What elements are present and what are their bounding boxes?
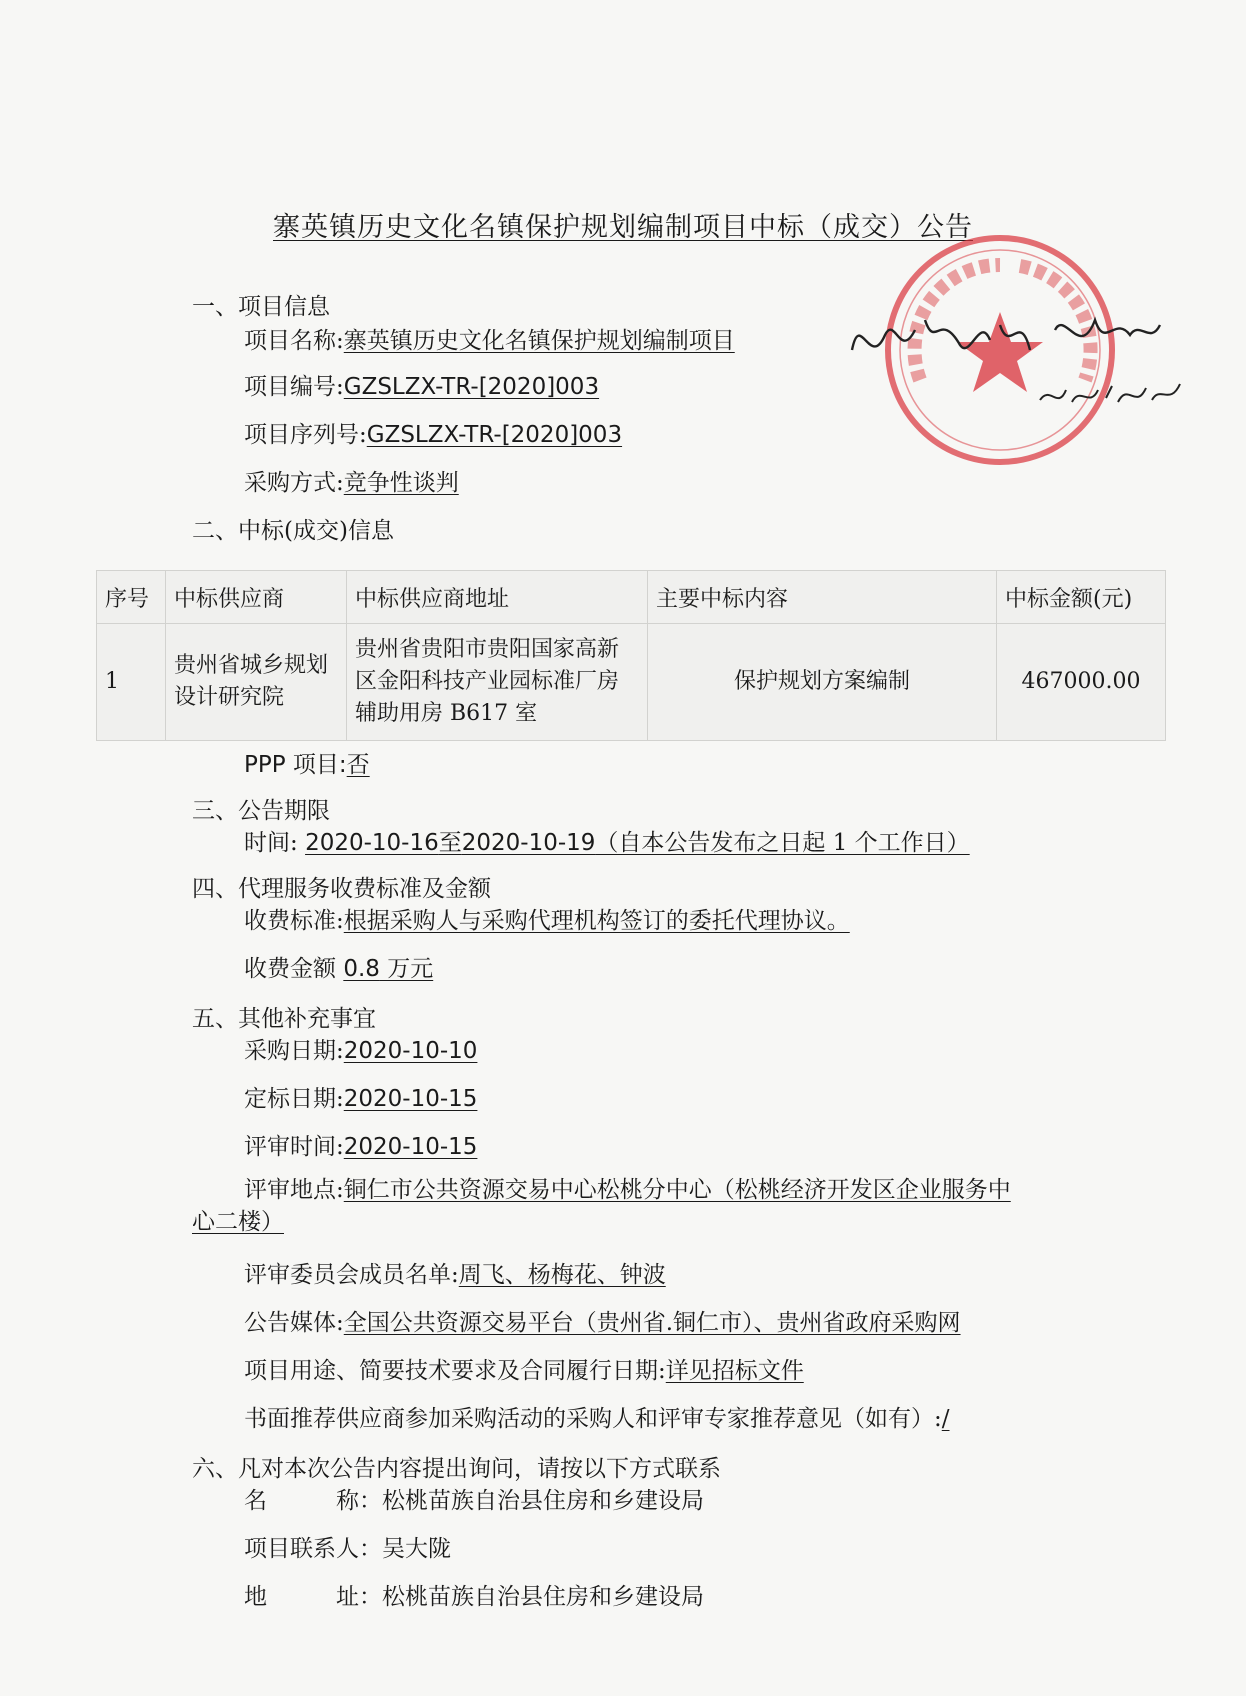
- table-row: [97, 624, 1166, 741]
- project-serial-label: 项目序列号:: [244, 422, 367, 448]
- award-date-line: [244, 1080, 477, 1113]
- contact-address-line: [244, 1578, 704, 1611]
- fee-amount-value: [343, 956, 433, 982]
- notice-period-value: [305, 830, 970, 856]
- ppp-line: [244, 746, 370, 779]
- procurement-method-label: 采购方式:: [244, 470, 344, 496]
- contact-name-value: 松桃苗族自治县住房和乡建设局: [382, 1488, 704, 1514]
- award-date-value: 2020-10-15: [343, 1086, 478, 1112]
- project-serial-value: GZSLZX-TR-[2020]003: [366, 422, 623, 448]
- fee-amount-unit: 万元: [379, 956, 434, 982]
- review-time-line: [244, 1128, 477, 1161]
- recommendation-line: [244, 1400, 950, 1433]
- time-label: 时间:: [244, 830, 306, 856]
- header-main-content: 主要中标内容: [648, 571, 997, 624]
- review-place-label: 评审地点:: [244, 1177, 344, 1203]
- award-table: [96, 570, 1166, 741]
- cell-amount: 467000.00: [997, 624, 1166, 741]
- header-seq: 序号: [97, 571, 166, 624]
- fee-standard-label: 收费标准:: [244, 908, 344, 934]
- project-usage-line: [244, 1352, 804, 1385]
- fee-standard-value: 根据采购人与采购代理机构签订的委托代理协议。: [343, 908, 850, 934]
- section-notice-period-heading: 三、公告期限: [192, 798, 330, 824]
- section-project-info-heading: 一、项目信息: [192, 294, 330, 320]
- contact-person-value: 吴大陇: [382, 1536, 451, 1562]
- award-table-header-row: [97, 571, 1166, 624]
- cell-supplier-address: 贵州省贵阳市贵阳国家高新区金阳科技产业园标准厂房辅助用房 B617 室: [347, 624, 648, 741]
- contact-person-label: 项目联系人：: [244, 1536, 382, 1562]
- review-time-value: 2020-10-15: [343, 1134, 478, 1160]
- committee-members-value: 周飞、杨梅花、钟波: [458, 1262, 666, 1288]
- project-code-line: [244, 368, 599, 401]
- project-name-value: 寨英镇历史文化名镇保护规划编制项目: [343, 328, 735, 354]
- contact-person-line: [244, 1530, 451, 1563]
- to-word: 至: [438, 830, 462, 856]
- end-date: 2020-10-19: [461, 830, 596, 856]
- notice-media-label: 公告媒体:: [244, 1310, 344, 1336]
- purchase-date-line: [244, 1032, 477, 1065]
- cell-seq: 1: [97, 624, 166, 741]
- notice-media-value: 全国公共资源交易平台（贵州省.铜仁市）、贵州省政府采购网: [343, 1310, 961, 1336]
- fee-amount-number: 0.8: [343, 956, 380, 982]
- review-place-value: 铜仁市公共资源交易中心松桃分中心（松桃经济开发区企业服务中心二楼）: [192, 1177, 1011, 1235]
- section-contact-heading: 六、凡对本次公告内容提出询问，请按以下方式联系: [192, 1456, 721, 1482]
- section-award-info-heading: 二、中标(成交)信息: [192, 518, 394, 544]
- procurement-method-line: [244, 464, 459, 497]
- start-date: 2020-10-16: [305, 830, 439, 856]
- contact-address-label: 地 址：: [244, 1584, 382, 1610]
- contact-name-label: 名 称：: [244, 1488, 382, 1514]
- project-code-value: GZSLZX-TR-[2020]003: [343, 374, 600, 400]
- section-other-matters-heading: 五、其他补充事宜: [192, 1006, 376, 1032]
- fee-amount-label: 收费金额: [244, 956, 344, 982]
- ppp-label: PPP 项目:: [244, 752, 347, 778]
- contact-address-value: 松桃苗族自治县住房和乡建设局: [382, 1584, 704, 1610]
- project-serial-line: [244, 416, 622, 449]
- project-name-label: 项目名称:: [244, 328, 344, 354]
- recommendation-value: /: [941, 1406, 950, 1432]
- header-supplier-address: 中标供应商地址: [347, 571, 648, 624]
- committee-members-label: 评审委员会成员名单:: [244, 1262, 459, 1288]
- ppp-value: 否: [346, 752, 370, 778]
- review-time-label: 评审时间:: [244, 1134, 344, 1160]
- notice-media-line: [244, 1304, 961, 1337]
- project-usage-value: 详见招标文件: [665, 1358, 804, 1384]
- header-amount: 中标金额(元): [997, 571, 1166, 624]
- section-agency-fee-heading: 四、代理服务收费标准及金额: [192, 876, 491, 902]
- committee-members-line: [244, 1256, 666, 1289]
- purchase-date-value: 2020-10-10: [343, 1038, 478, 1064]
- project-code-label: 项目编号:: [244, 374, 344, 400]
- cell-main-content: 保护规划方案编制: [648, 624, 997, 741]
- procurement-method-value: 竞争性谈判: [343, 470, 459, 496]
- header-supplier: 中标供应商: [166, 571, 347, 624]
- project-name-line: [244, 322, 735, 355]
- award-date-label: 定标日期:: [244, 1086, 344, 1112]
- handwritten-signature: [840, 290, 1240, 440]
- fee-amount-line: [244, 950, 433, 983]
- title-text: 寨英镇历史文化名镇保护规划编制项目中标（成交）公告: [273, 212, 973, 243]
- period-note: （自本公告发布之日起 1 个工作日）: [595, 830, 970, 856]
- cell-supplier: 贵州省城乡规划设计研究院: [166, 624, 347, 741]
- notice-period-line: [244, 824, 970, 857]
- contact-name-line: [244, 1482, 704, 1515]
- recommendation-label: 书面推荐供应商参加采购活动的采购人和评审专家推荐意见（如有）:: [244, 1406, 942, 1432]
- project-usage-label: 项目用途、简要技术要求及合同履行日期:: [244, 1358, 666, 1384]
- review-place-line: [192, 1174, 1012, 1238]
- purchase-date-label: 采购日期:: [244, 1038, 344, 1064]
- fee-standard-line: [244, 902, 850, 935]
